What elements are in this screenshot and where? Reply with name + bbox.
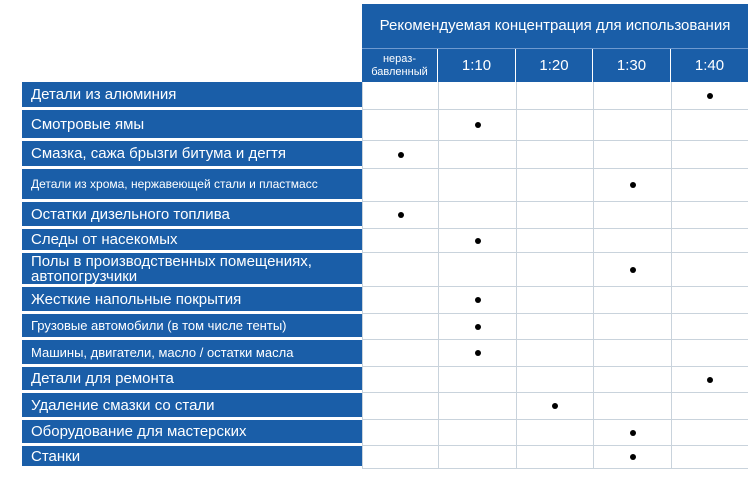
- recommended-dot-icon: [475, 238, 481, 244]
- table-cell: [671, 340, 748, 366]
- table-cell: [438, 393, 516, 419]
- row-label: Удаление смазки со стали: [22, 393, 362, 419]
- column-header-3: 1:30: [593, 49, 671, 82]
- table-cell: [593, 446, 671, 468]
- table-cell: [362, 229, 438, 252]
- table-cell: [593, 287, 671, 313]
- table-cell: [593, 340, 671, 366]
- table-cell: [593, 110, 671, 140]
- table-cell: [438, 229, 516, 252]
- table-cell: [516, 169, 593, 201]
- table-cell: [438, 82, 516, 109]
- table-cell: [593, 229, 671, 252]
- table-cell: [671, 446, 748, 468]
- recommended-dot-icon: [630, 454, 636, 460]
- table-cell: [516, 367, 593, 392]
- table-row: [22, 340, 748, 367]
- table-cell: [593, 202, 671, 228]
- recommended-dot-icon: [398, 212, 404, 218]
- table-cell: [438, 287, 516, 313]
- column-header-2: 1:20: [516, 49, 593, 82]
- table-row: [22, 420, 748, 446]
- table-cell: [362, 420, 438, 445]
- table-cell: [438, 169, 516, 201]
- recommended-dot-icon: [475, 350, 481, 356]
- table-cell: [593, 393, 671, 419]
- row-label: Детали из алюминия: [22, 82, 362, 109]
- table-cell: [593, 253, 671, 286]
- table-cell: [438, 340, 516, 366]
- table-cell: [516, 446, 593, 468]
- table-cell: [593, 169, 671, 201]
- table-cell: [438, 141, 516, 168]
- table-cell: [671, 110, 748, 140]
- table-row: [22, 202, 748, 229]
- table-cell: [362, 446, 438, 468]
- table-cell: [438, 367, 516, 392]
- table-cell: [671, 314, 748, 339]
- table-cell: [516, 82, 593, 109]
- table-row: [22, 141, 748, 169]
- table-row: [22, 110, 748, 141]
- table-cell: [671, 367, 748, 392]
- usage-table: [22, 82, 748, 469]
- table-cell: [438, 253, 516, 286]
- concentration-header: [362, 4, 748, 49]
- row-label: Оборудование для мастерских: [22, 420, 362, 445]
- row-label: Детали из хрома, нержавеющей стали и пластмасс: [22, 169, 362, 201]
- table-cell: [516, 314, 593, 339]
- table-cell: [516, 202, 593, 228]
- table-cell: [516, 141, 593, 168]
- table-cell: [593, 82, 671, 109]
- table-cell: [671, 393, 748, 419]
- table-cell: [671, 229, 748, 252]
- table-cell: [593, 420, 671, 445]
- table-row: [22, 287, 748, 314]
- table-cell: [362, 393, 438, 419]
- recommended-dot-icon: [630, 430, 636, 436]
- column-headers: [362, 49, 748, 82]
- column-header-1: 1:10: [438, 49, 516, 82]
- row-label: Жесткие напольные покрытия: [22, 287, 362, 313]
- table-cell: [362, 314, 438, 339]
- row-label: Смотровые ямы: [22, 110, 362, 140]
- table-cell: [362, 141, 438, 168]
- table-cell: [362, 202, 438, 228]
- table-cell: [362, 340, 438, 366]
- table-cell: [671, 420, 748, 445]
- recommended-dot-icon: [630, 182, 636, 188]
- recommended-dot-icon: [475, 297, 481, 303]
- table-cell: [362, 287, 438, 313]
- concentration-header-title: Рекомендуемая концентрация для использования: [379, 17, 731, 34]
- table-cell: [671, 169, 748, 201]
- table-row: [22, 253, 748, 287]
- table-cell: [516, 253, 593, 286]
- table-cell: [438, 420, 516, 445]
- recommended-dot-icon: [475, 324, 481, 330]
- table-cell: [516, 340, 593, 366]
- column-header-4: 1:40: [694, 57, 725, 74]
- table-cell: [362, 169, 438, 201]
- table-row: [22, 229, 748, 253]
- column-header-0: нераз- бавленный: [362, 49, 438, 82]
- table-cell: [438, 446, 516, 468]
- table-cell: [593, 314, 671, 339]
- table-cell: [516, 287, 593, 313]
- table-cell: [438, 314, 516, 339]
- table-cell: [671, 287, 748, 313]
- table-cell: [671, 82, 748, 109]
- table-cell: [438, 110, 516, 140]
- row-label: Смазка, сажа брызги битума и дегтя: [22, 141, 362, 168]
- row-label: Полы в производственных помещениях, автопогрузчики: [22, 253, 362, 286]
- table-row: [22, 446, 748, 469]
- row-label: Следы от насекомых: [22, 229, 362, 252]
- table-cell: [593, 141, 671, 168]
- table-cell: [671, 141, 748, 168]
- table-cell: [671, 253, 748, 286]
- table-cell: [516, 229, 593, 252]
- table-cell: [362, 110, 438, 140]
- table-row: [22, 393, 748, 420]
- table-cell: [362, 367, 438, 392]
- recommended-dot-icon: [707, 93, 713, 99]
- table-row: [22, 314, 748, 340]
- row-label: Грузовые автомобили (в том числе тенты): [22, 314, 362, 339]
- table-cell: [516, 393, 593, 419]
- table-cell: [671, 202, 748, 228]
- recommended-dot-icon: [630, 267, 636, 273]
- table-row: [22, 169, 748, 202]
- table-cell: [438, 202, 516, 228]
- table-row: [22, 367, 748, 393]
- table-row: [22, 82, 748, 110]
- recommended-dot-icon: [398, 152, 404, 158]
- table-cell: [362, 82, 438, 109]
- row-label: Остатки дизельного топлива: [22, 202, 362, 228]
- table-cell: [516, 110, 593, 140]
- recommended-dot-icon: [552, 403, 558, 409]
- row-label: Детали для ремонта: [22, 367, 362, 392]
- row-label: Машины, двигатели, масло / остатки масла: [22, 340, 362, 366]
- recommended-dot-icon: [707, 377, 713, 383]
- table-cell: [516, 420, 593, 445]
- table-cell: [362, 253, 438, 286]
- table-cell: [593, 367, 671, 392]
- recommended-dot-icon: [475, 122, 481, 128]
- row-label: Станки: [22, 446, 362, 468]
